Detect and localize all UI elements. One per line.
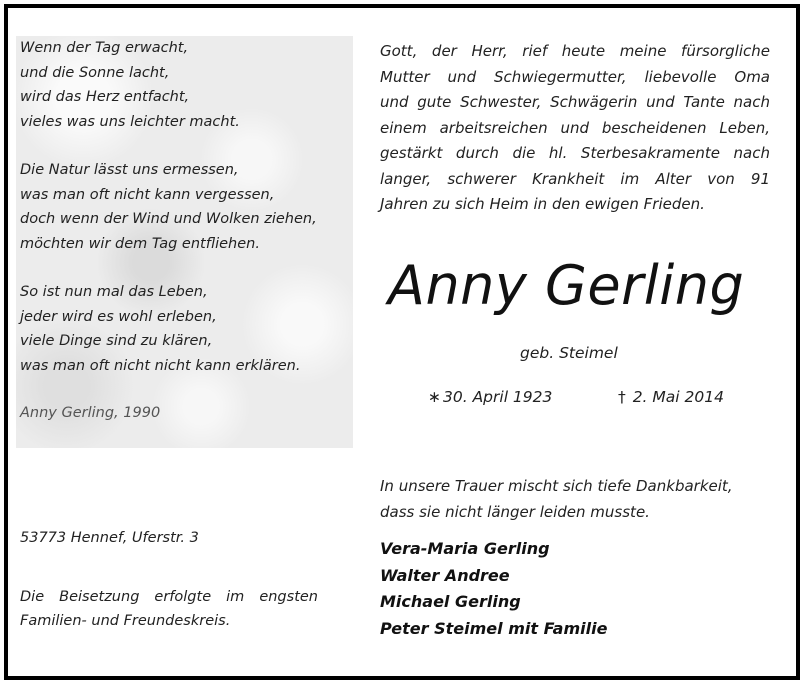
announcement-line: und gute Schwester, Schwägerin und Tante nach [380,93,770,111]
gratitude-line: dass sie nicht länger leiden musste. [380,502,650,521]
announcement-line: Jahren zu sich Heim in den ewigen Frieden. [380,195,705,213]
burial-line: Familien- und Freundeskreis. [20,613,231,629]
poem-line: jeder wird es wohl erleben, [20,308,217,325]
burial-notice [20,585,318,633]
poem-stanza [20,280,350,378]
poem-attribution: Anny Gerling, 1990 [20,405,161,421]
gratitude-line: In unsere Trauer mischt sich tiefe Dankbarkeit, [380,477,733,495]
announcement-line: Mutter und Schwiegermutter, liebevolle Oma [380,67,770,86]
mourners-list [380,536,607,642]
announcement-line: langer, schwerer Krankheit im Alter von 91 [380,169,770,188]
death-announcement [380,39,770,218]
death-info [618,388,724,406]
poem-line: was man oft nicht nicht kann erklären. [20,357,301,374]
poem-line: Wenn der Tag erwacht, [20,40,189,56]
mourner-name: Walter Andree [380,565,510,585]
poem-line: möchten wir dem Tag entfliehen. [20,235,260,252]
poem-line: viele Dinge sind zu klären, [20,333,213,349]
deceased-name: Anny Gerling [388,254,745,317]
death-date: 2. Mai 2014 [632,388,724,406]
gratitude-text [380,474,780,525]
announcement-line: einem arbeitsreichen und bescheidenen Leben, [380,118,770,137]
death-cross-icon: † [618,388,626,406]
birth-date: 30. April 1923 [443,388,553,406]
mourner-name: Peter Steimel mit Familie [380,618,608,638]
poem-stanza [20,36,350,134]
mourner-name: Vera-Maria Gerling [380,539,550,558]
burial-line: Die Beisetzung erfolgte im engsten [20,589,318,605]
birth-info [428,388,552,406]
maiden-name: geb. Steimel [520,344,618,362]
birth-star-icon: ∗ [428,388,441,406]
poem-stanza [20,158,350,256]
poem-line: was man oft nicht kann vergessen, [20,186,275,203]
poem-line: So ist nun mal das Leben, [20,284,208,300]
mourner-name: Michael Gerling [380,592,521,611]
address: 53773 Hennef, Uferstr. 3 [20,530,199,546]
poem-line: Die Natur lässt uns ermessen, [20,162,239,178]
poem-line: vieles was uns leichter macht. [20,113,240,130]
poem-line: wird das Herz entfacht, [20,89,190,105]
poem [20,36,350,426]
announcement-line: Gott, der Herr, rief heute meine fürsorgliche [380,42,770,60]
announcement-line: gestärkt durch die hl. Sterbesakramente nach [380,144,770,162]
poem-line: doch wenn der Wind und Wolken ziehen, [20,211,317,227]
poem-line: und die Sonne lacht, [20,64,170,81]
